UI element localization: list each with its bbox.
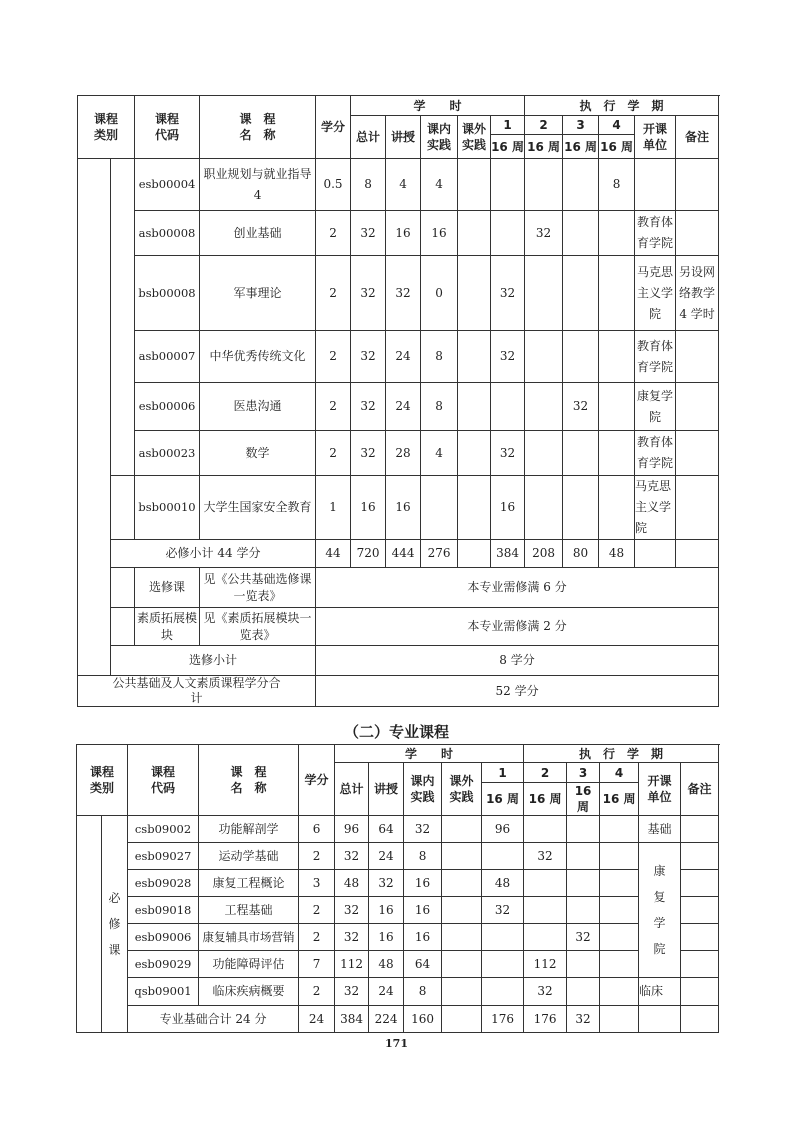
subcategory-cell xyxy=(111,608,135,646)
sem1-hours: 176 xyxy=(482,1006,524,1033)
total-hours: 32 xyxy=(351,431,386,476)
total-hours: 32 xyxy=(351,256,386,331)
credit: 2 xyxy=(299,978,335,1006)
total-hours: 32 xyxy=(335,897,369,924)
course-code: bsb00008 xyxy=(135,256,200,331)
out-practice-hours xyxy=(442,924,482,951)
sem1-hours xyxy=(482,924,524,951)
header-remark: 备注 xyxy=(676,116,719,159)
credit: 2 xyxy=(299,924,335,951)
out-practice-hours xyxy=(442,816,482,843)
required-subtotal-row xyxy=(78,540,719,568)
table-row xyxy=(78,383,719,431)
offering-unit: 教育体育学院 xyxy=(635,211,676,256)
offering-unit xyxy=(639,1006,681,1033)
header-sem1: 1 xyxy=(491,116,525,135)
lecture-hours: 24 xyxy=(369,978,404,1006)
header-unit: 开课 单位 xyxy=(639,763,681,816)
sem3-hours xyxy=(563,211,599,256)
total-hours: 16 xyxy=(351,476,386,540)
course-code: bsb00010 xyxy=(135,476,200,540)
lecture-hours: 16 xyxy=(369,924,404,951)
course-code: asb00007 xyxy=(135,331,200,383)
credit: 2 xyxy=(299,843,335,870)
offering-unit xyxy=(635,540,676,568)
header-lecture: 讲授 xyxy=(369,763,404,816)
sem3-hours xyxy=(563,431,599,476)
sem2-hours: 176 xyxy=(524,1006,567,1033)
sem1-hours: 48 xyxy=(482,870,524,897)
lecture-hours: 48 xyxy=(369,951,404,978)
header-remark: 备注 xyxy=(681,763,719,816)
header-weeks: 16 周 xyxy=(524,783,567,816)
sem2-hours: 208 xyxy=(525,540,563,568)
remark xyxy=(681,816,719,843)
lecture-hours: 24 xyxy=(386,331,421,383)
out-practice-hours xyxy=(442,951,482,978)
total-hours: 96 xyxy=(335,816,369,843)
sem4-hours xyxy=(599,331,635,383)
sem1-hours: 384 xyxy=(491,540,525,568)
total-hours: 384 xyxy=(335,1006,369,1033)
remark xyxy=(676,159,719,211)
course-name: 运动学基础 xyxy=(199,843,299,870)
offering-unit: 基础 xyxy=(639,816,681,843)
sem1-hours: 16 xyxy=(491,476,525,540)
header-sem4: 4 xyxy=(600,763,639,783)
lecture-hours: 444 xyxy=(386,540,421,568)
sem2-hours xyxy=(525,476,563,540)
lecture-hours: 28 xyxy=(386,431,421,476)
sem1-hours xyxy=(491,159,525,211)
offering-unit: 马克思主义学院 xyxy=(635,256,676,331)
remark xyxy=(681,978,719,1006)
lecture-hours: 16 xyxy=(386,476,421,540)
header-semester-group: 执 行 学 期 xyxy=(524,745,719,763)
lecture-hours: 16 xyxy=(369,897,404,924)
remark: 另设网络教学4 学时 xyxy=(676,256,719,331)
offering-unit: 教育体育学院 xyxy=(635,331,676,383)
course-code: esb09006 xyxy=(128,924,199,951)
offering-unit xyxy=(635,159,676,211)
remark xyxy=(681,1006,719,1033)
header-code: 课程 代码 xyxy=(128,745,199,816)
sem2-hours: 32 xyxy=(524,843,567,870)
public-course-table xyxy=(77,95,719,707)
out-practice-hours xyxy=(442,897,482,924)
in-practice-hours: 32 xyxy=(404,816,442,843)
page-number: 171 xyxy=(385,1037,408,1050)
header-unit: 开课 单位 xyxy=(635,116,676,159)
in-practice-hours: 8 xyxy=(421,331,458,383)
out-practice-hours xyxy=(442,978,482,1006)
offering-unit: 教育体育学院 xyxy=(635,431,676,476)
sem3-hours xyxy=(563,256,599,331)
in-practice-hours: 64 xyxy=(404,951,442,978)
sem1-hours: 32 xyxy=(491,256,525,331)
remark xyxy=(676,331,719,383)
offering-unit-merged: 康复学院 xyxy=(639,843,681,978)
out-practice-hours xyxy=(442,1006,482,1033)
table-row xyxy=(77,897,719,924)
total-label: 公共基础及人文素质课程学分合计 xyxy=(78,676,316,707)
header-weeks: 16 周 xyxy=(482,783,524,816)
in-practice-hours: 16 xyxy=(421,211,458,256)
subtotal-row xyxy=(77,1006,719,1033)
remark xyxy=(681,897,719,924)
sem2-hours xyxy=(525,256,563,331)
out-practice-hours xyxy=(458,211,491,256)
credit: 2 xyxy=(316,211,351,256)
sem4-hours xyxy=(600,951,639,978)
table-row xyxy=(77,924,719,951)
header-sem2: 2 xyxy=(525,116,563,135)
remark xyxy=(676,540,719,568)
in-practice-hours: 4 xyxy=(421,159,458,211)
table-row xyxy=(77,843,719,870)
table-row xyxy=(78,211,719,256)
elective-subtotal-value: 8 学分 xyxy=(316,646,719,676)
section-title: （二）专业课程 xyxy=(343,723,449,741)
total-row xyxy=(78,676,719,707)
credit: 24 xyxy=(299,1006,335,1033)
sem3-hours xyxy=(563,159,599,211)
total-hours: 32 xyxy=(335,843,369,870)
out-practice-hours xyxy=(458,331,491,383)
header-weeks: 16 周 xyxy=(563,135,599,159)
remark xyxy=(681,924,719,951)
in-practice-hours: 16 xyxy=(404,897,442,924)
course-code: asb00023 xyxy=(135,431,200,476)
course-name: 功能障碍评估 xyxy=(199,951,299,978)
table-row xyxy=(78,159,719,211)
header-category: 课程 类别 xyxy=(78,96,135,159)
professional-course-table xyxy=(76,744,719,1033)
lecture-hours: 32 xyxy=(386,256,421,331)
total-hours: 48 xyxy=(335,870,369,897)
sem3-hours xyxy=(567,843,600,870)
quality-desc: 见《素质拓展模块一览表》 xyxy=(200,608,316,646)
sem3-hours xyxy=(567,816,600,843)
table-row xyxy=(77,870,719,897)
sem4-hours xyxy=(599,256,635,331)
in-practice-hours: 8 xyxy=(404,843,442,870)
elective-subtotal-row xyxy=(78,646,719,676)
remark xyxy=(681,870,719,897)
header-out-practice: 课外 实践 xyxy=(458,116,491,159)
table-row xyxy=(77,978,719,1006)
sem4-hours xyxy=(599,211,635,256)
remark xyxy=(676,431,719,476)
offering-unit: 马克思主义学院 xyxy=(635,476,676,540)
header-sem1: 1 xyxy=(482,763,524,783)
header-hours-group: 学 时 xyxy=(335,745,524,763)
subtotal-label: 专业基础合计 24 分 xyxy=(128,1006,299,1033)
out-practice-hours xyxy=(458,476,491,540)
subtotal-label: 必修小计 44 学分 xyxy=(111,540,316,568)
in-practice-hours: 8 xyxy=(404,978,442,1006)
out-practice-hours xyxy=(458,383,491,431)
subcategory-cell xyxy=(111,568,135,608)
elective-desc: 见《公共基础选修课一览表》 xyxy=(200,568,316,608)
total-hours: 32 xyxy=(351,383,386,431)
sem3-hours xyxy=(567,897,600,924)
category-cell xyxy=(77,816,102,1033)
table-row xyxy=(77,951,719,978)
remark xyxy=(681,843,719,870)
sem1-hours xyxy=(482,951,524,978)
header-in-practice: 课内 实践 xyxy=(404,763,442,816)
sem4-hours xyxy=(600,843,639,870)
sem2-hours xyxy=(524,870,567,897)
out-practice-hours xyxy=(442,843,482,870)
header-weeks: 16 周 xyxy=(600,783,639,816)
header-code: 课程 代码 xyxy=(135,96,200,159)
in-practice-hours xyxy=(421,476,458,540)
header-weeks: 16 周 xyxy=(525,135,563,159)
course-code: esb09029 xyxy=(128,951,199,978)
sem1-hours: 96 xyxy=(482,816,524,843)
sem2-hours xyxy=(524,924,567,951)
total-hours: 32 xyxy=(335,924,369,951)
course-name: 康复工程概论 xyxy=(199,870,299,897)
lecture-hours: 224 xyxy=(369,1006,404,1033)
elective-note: 本专业需修满 6 分 xyxy=(316,568,719,608)
course-code: esb09028 xyxy=(128,870,199,897)
course-code: asb00008 xyxy=(135,211,200,256)
quality-row xyxy=(78,608,719,646)
sem1-hours: 32 xyxy=(491,331,525,383)
elective-row xyxy=(78,568,719,608)
lecture-hours: 64 xyxy=(369,816,404,843)
in-practice-hours: 160 xyxy=(404,1006,442,1033)
course-code: esb09018 xyxy=(128,897,199,924)
total-hours: 32 xyxy=(335,978,369,1006)
credit: 2 xyxy=(316,383,351,431)
table-row xyxy=(77,816,719,843)
course-name: 创业基础 xyxy=(200,211,316,256)
course-name: 功能解剖学 xyxy=(199,816,299,843)
credit: 2 xyxy=(316,256,351,331)
course-name: 康复辅具市场营销 xyxy=(199,924,299,951)
credit: 7 xyxy=(299,951,335,978)
header-credit: 学分 xyxy=(299,745,335,816)
in-practice-hours: 4 xyxy=(421,431,458,476)
header-hours-group: 学 时 xyxy=(351,96,525,116)
credit: 2 xyxy=(316,331,351,383)
out-practice-hours xyxy=(442,870,482,897)
in-practice-hours: 0 xyxy=(421,256,458,331)
quality-label: 素质拓展模块 xyxy=(135,608,200,646)
sem3-hours: 80 xyxy=(563,540,599,568)
sem2-hours xyxy=(525,431,563,476)
course-name: 临床疾病概要 xyxy=(199,978,299,1006)
sem2-hours xyxy=(524,816,567,843)
header-total: 总计 xyxy=(335,763,369,816)
credit: 3 xyxy=(299,870,335,897)
course-code: csb09002 xyxy=(128,816,199,843)
header-in-practice: 课内 实践 xyxy=(421,116,458,159)
category-cell xyxy=(78,159,111,676)
sem1-hours: 32 xyxy=(482,897,524,924)
lecture-hours: 24 xyxy=(369,843,404,870)
sem3-hours xyxy=(567,951,600,978)
remark xyxy=(676,383,719,431)
course-name: 军事理论 xyxy=(200,256,316,331)
in-practice-hours: 16 xyxy=(404,924,442,951)
lecture-hours: 24 xyxy=(386,383,421,431)
table-row xyxy=(78,331,719,383)
sem2-hours: 32 xyxy=(525,211,563,256)
required-category-label: 必修课 xyxy=(102,816,128,1033)
remark xyxy=(676,211,719,256)
table-row xyxy=(78,256,719,331)
subcategory-cell xyxy=(111,476,135,540)
sem4-hours xyxy=(600,924,639,951)
course-code: esb00004 xyxy=(135,159,200,211)
header-weeks: 16 周 xyxy=(599,135,635,159)
lecture-hours: 16 xyxy=(386,211,421,256)
total-hours: 720 xyxy=(351,540,386,568)
course-code: esb09027 xyxy=(128,843,199,870)
out-practice-hours xyxy=(458,540,491,568)
credit: 2 xyxy=(299,897,335,924)
header-lecture: 讲授 xyxy=(386,116,421,159)
offering-unit: 康复学院 xyxy=(635,383,676,431)
credit: 44 xyxy=(316,540,351,568)
remark xyxy=(681,951,719,978)
sem1-hours xyxy=(491,383,525,431)
sem4-hours xyxy=(600,816,639,843)
sem3-hours xyxy=(567,978,600,1006)
header-weeks: 16 周 xyxy=(491,135,525,159)
elective-subtotal-label: 选修小计 xyxy=(111,646,316,676)
sem3-hours: 32 xyxy=(567,1006,600,1033)
sem1-hours xyxy=(491,211,525,256)
sem2-hours xyxy=(525,331,563,383)
header-out-practice: 课外 实践 xyxy=(442,763,482,816)
offering-unit: 临床 xyxy=(639,978,681,1006)
sem2-hours xyxy=(525,159,563,211)
table-row xyxy=(78,476,719,540)
quality-note: 本专业需修满 2 分 xyxy=(316,608,719,646)
out-practice-hours xyxy=(458,431,491,476)
sem4-hours xyxy=(599,476,635,540)
course-name: 职业规划与就业指导4 xyxy=(200,159,316,211)
subcategory-cell xyxy=(111,159,135,476)
sem1-hours xyxy=(482,978,524,1006)
total-hours: 8 xyxy=(351,159,386,211)
sem3-hours xyxy=(567,870,600,897)
header-credit: 学分 xyxy=(316,96,351,159)
credit: 0.5 xyxy=(316,159,351,211)
course-code: esb00006 xyxy=(135,383,200,431)
sem4-hours xyxy=(600,978,639,1006)
remark xyxy=(676,476,719,540)
total-hours: 32 xyxy=(351,211,386,256)
total-hours: 112 xyxy=(335,951,369,978)
sem4-hours xyxy=(599,431,635,476)
sem4-hours: 8 xyxy=(599,159,635,211)
credit: 6 xyxy=(299,816,335,843)
sem3-hours xyxy=(563,476,599,540)
sem3-hours: 32 xyxy=(567,924,600,951)
credit: 2 xyxy=(316,431,351,476)
header-category: 课程 类别 xyxy=(77,745,128,816)
sem2-hours xyxy=(524,897,567,924)
total-value: 52 学分 xyxy=(316,676,719,707)
sem4-hours xyxy=(600,1006,639,1033)
header-semester-group: 执 行 学 期 xyxy=(525,96,719,116)
header-name: 课 程 名 称 xyxy=(199,745,299,816)
course-name: 大学生国家安全教育 xyxy=(200,476,316,540)
header-weeks: 16 周 xyxy=(567,783,600,816)
credit: 1 xyxy=(316,476,351,540)
total-hours: 32 xyxy=(351,331,386,383)
out-practice-hours xyxy=(458,256,491,331)
course-code: qsb09001 xyxy=(128,978,199,1006)
in-practice-hours: 16 xyxy=(404,870,442,897)
in-practice-hours: 8 xyxy=(421,383,458,431)
sem3-hours xyxy=(563,331,599,383)
course-name: 工程基础 xyxy=(199,897,299,924)
sem1-hours xyxy=(482,843,524,870)
sem4-hours xyxy=(600,897,639,924)
sem4-hours xyxy=(600,870,639,897)
elective-label: 选修课 xyxy=(135,568,200,608)
sem2-hours: 32 xyxy=(524,978,567,1006)
lecture-hours: 4 xyxy=(386,159,421,211)
header-sem3: 3 xyxy=(567,763,600,783)
header-sem3: 3 xyxy=(563,116,599,135)
sem2-hours: 112 xyxy=(524,951,567,978)
sem4-hours xyxy=(599,383,635,431)
header-name: 课 程 名 称 xyxy=(200,96,316,159)
table-row xyxy=(78,431,719,476)
in-practice-hours: 276 xyxy=(421,540,458,568)
sem3-hours: 32 xyxy=(563,383,599,431)
sem4-hours: 48 xyxy=(599,540,635,568)
out-practice-hours xyxy=(458,159,491,211)
header-total: 总计 xyxy=(351,116,386,159)
sem1-hours: 32 xyxy=(491,431,525,476)
header-sem4: 4 xyxy=(599,116,635,135)
course-name: 中华优秀传统文化 xyxy=(200,331,316,383)
course-name: 医患沟通 xyxy=(200,383,316,431)
course-name: 数学 xyxy=(200,431,316,476)
header-sem2: 2 xyxy=(524,763,567,783)
lecture-hours: 32 xyxy=(369,870,404,897)
sem2-hours xyxy=(525,383,563,431)
